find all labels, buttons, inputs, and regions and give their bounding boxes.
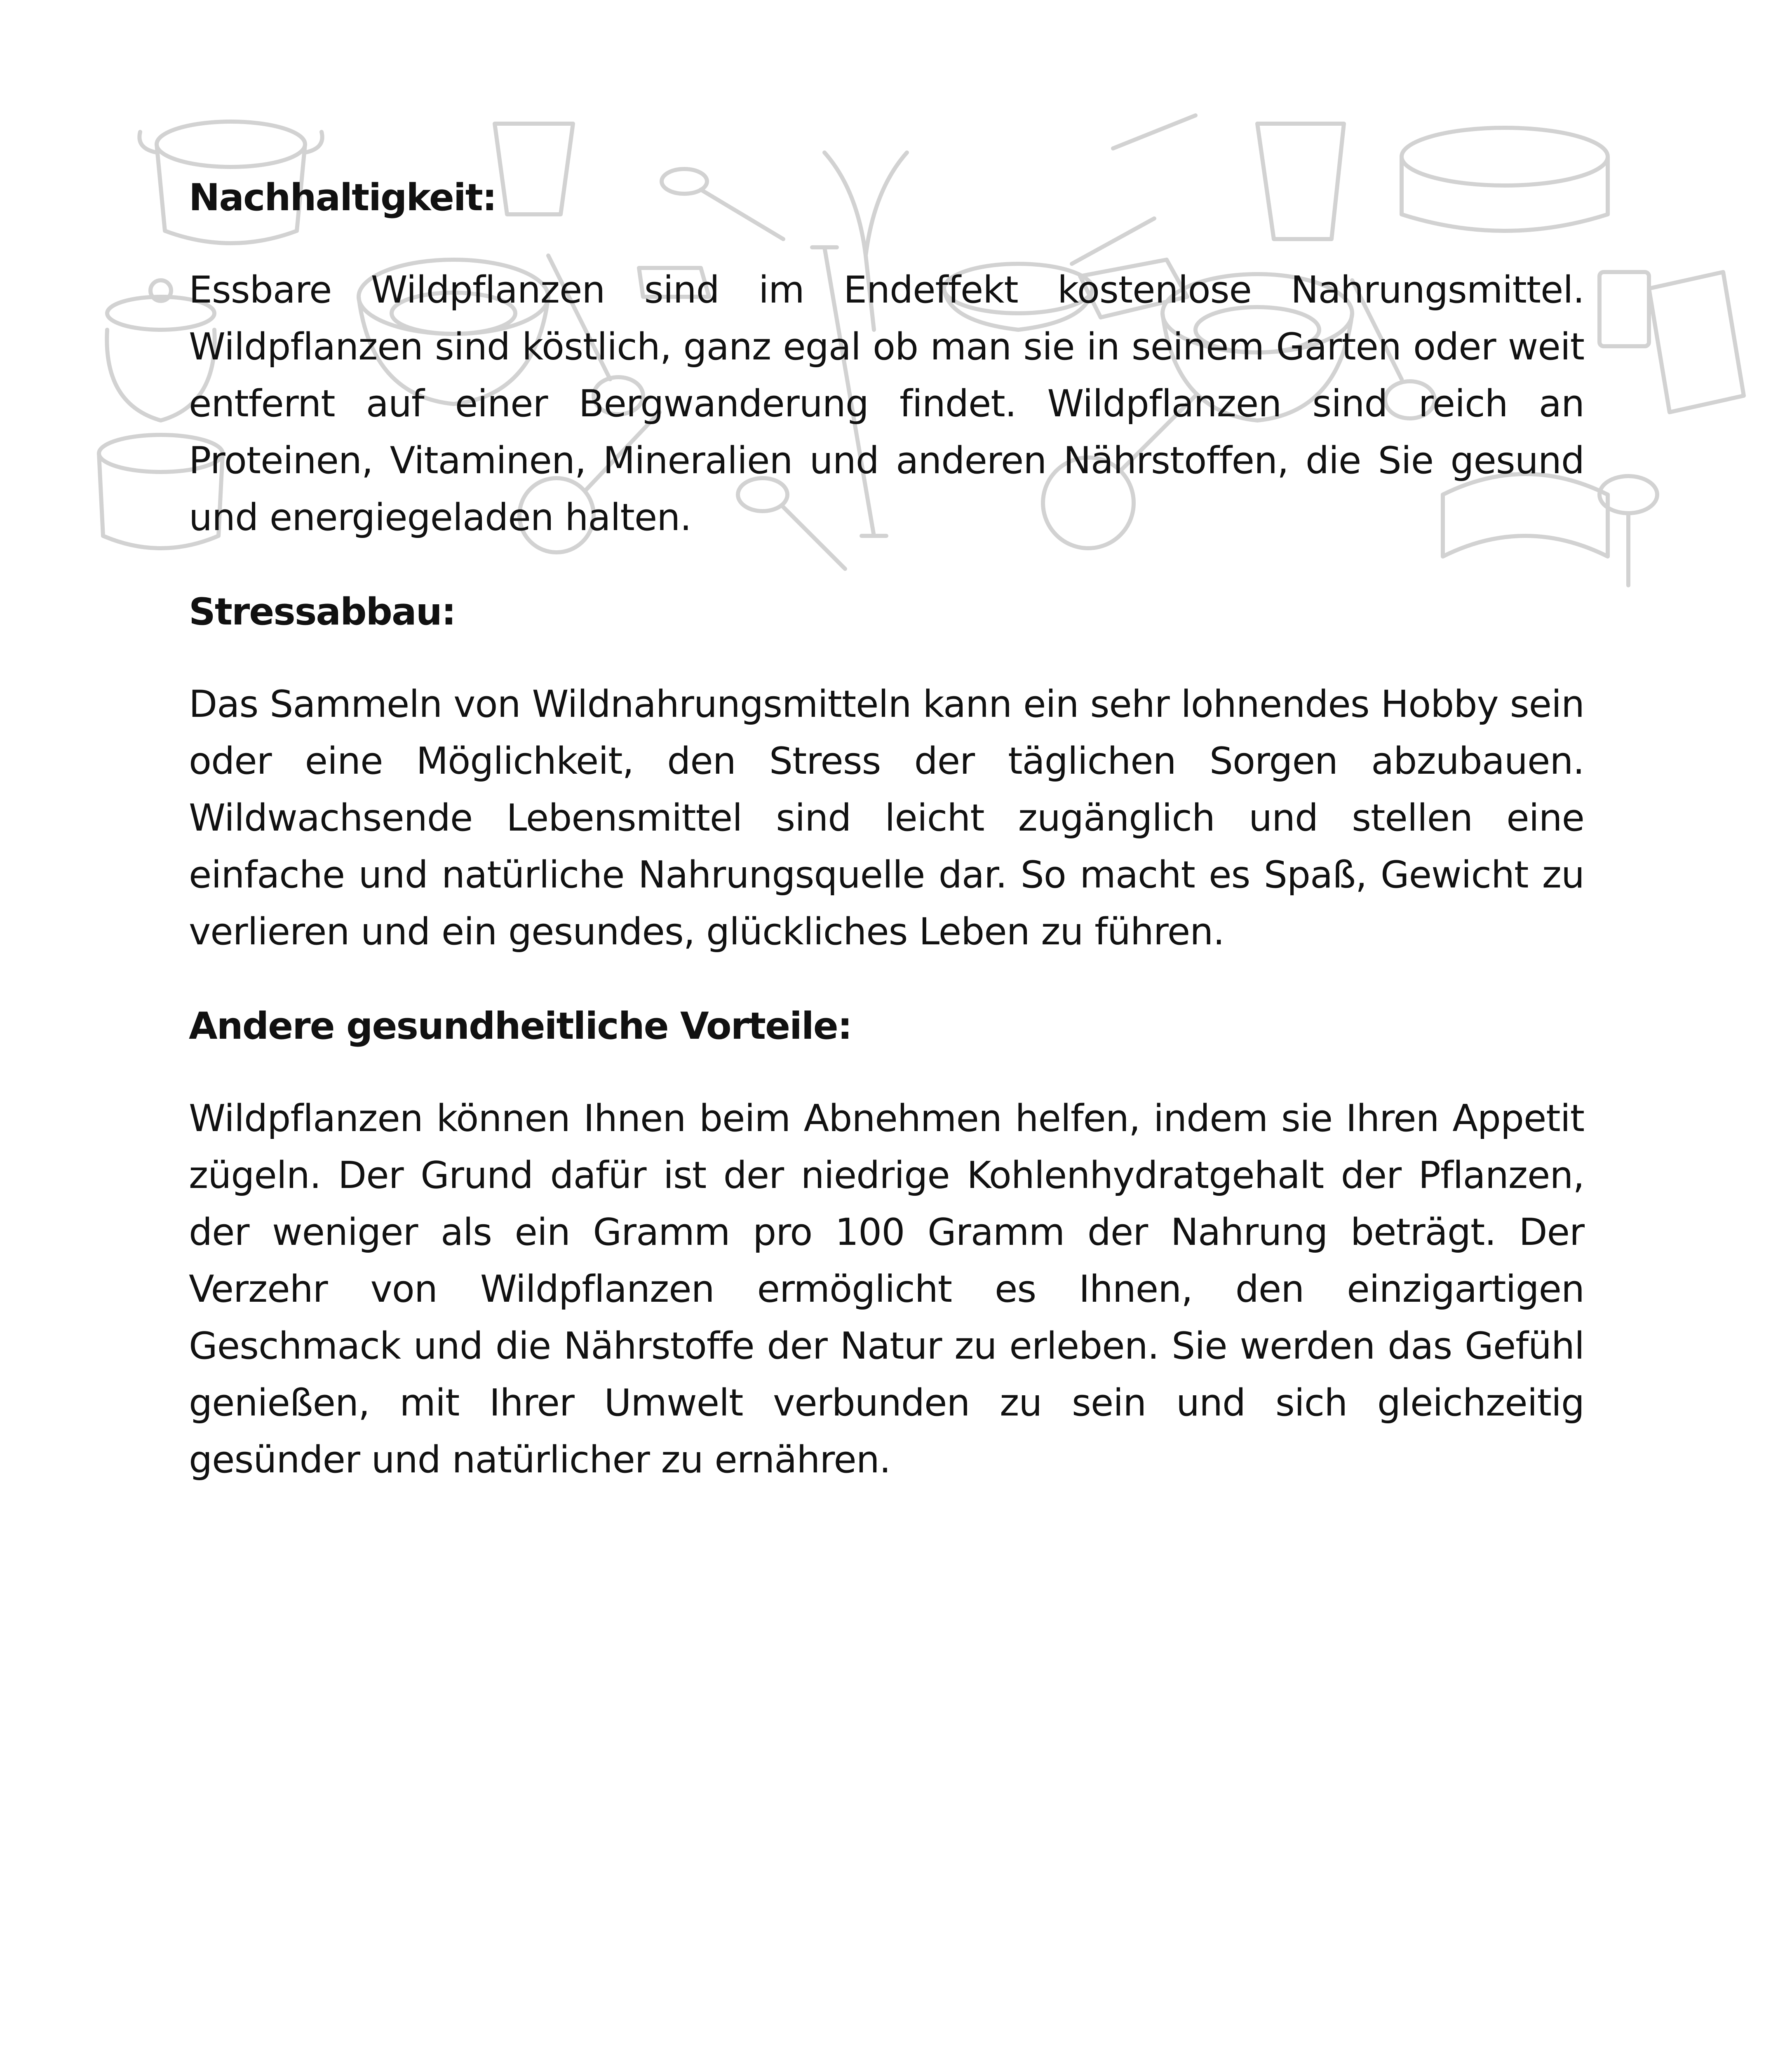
section-gesundheitliche-vorteile [189, 998, 1584, 1488]
section-paragraph: Das Sammeln von Wildnahrungsmitteln kann ein sehr lohnendes Hobby sein oder eine Möglichkeit, den Stress der täglichen Sorgen abzubauen. Wildwachsende Lebensmittel sind leicht zugänglich und stellen eine einfache und natürliche Nahrungsquelle dar. So macht es Spaß, Gewicht zu verlieren und ein gesundes, glückliches Leben zu führen. [189, 683, 1584, 953]
section-stressabbau [189, 583, 1584, 960]
section-nachhaltigkeit [189, 169, 1584, 546]
section-paragraph: Wildpflanzen können Ihnen beim Abnehmen helfen, indem sie Ihren Appetit zügeln. Der Grund dafür ist der niedrige Kohlenhydratgehalt der Pflanzen, der weniger als ein Gramm pro 100 Gramm der Nahrung beträgt. Der Verzehr von Wildpflanzen ermöglicht es Ihnen, den einzigartigen Geschmack und die Nährstoffe der Natur zu erleben. Sie werden das Gefühl genießen, mit Ihrer Umwelt verbunden zu sein und sich gleichzeitig gesünder und natürlicher zu ernähren. [189, 1097, 1584, 1481]
section-heading: Stressabbau: [189, 590, 456, 634]
section-heading: Andere gesundheitliche Vorteile: [189, 1005, 852, 1048]
section-heading: Nachhaltigkeit: [189, 176, 496, 219]
document-body [189, 169, 1584, 1526]
section-paragraph: Essbare Wildpflanzen sind im Endeffekt kostenlose Nahrungsmittel. Wildpflanzen sind köstlich, ganz egal ob man sie in seinem Garten oder weit entfernt auf einer Bergwanderung findet. Wildpflanzen sind reich an Proteinen, Vitaminen, Mineralien und anderen Nährstoffen, die Sie gesund und energiegeladen halten. [189, 268, 1584, 539]
